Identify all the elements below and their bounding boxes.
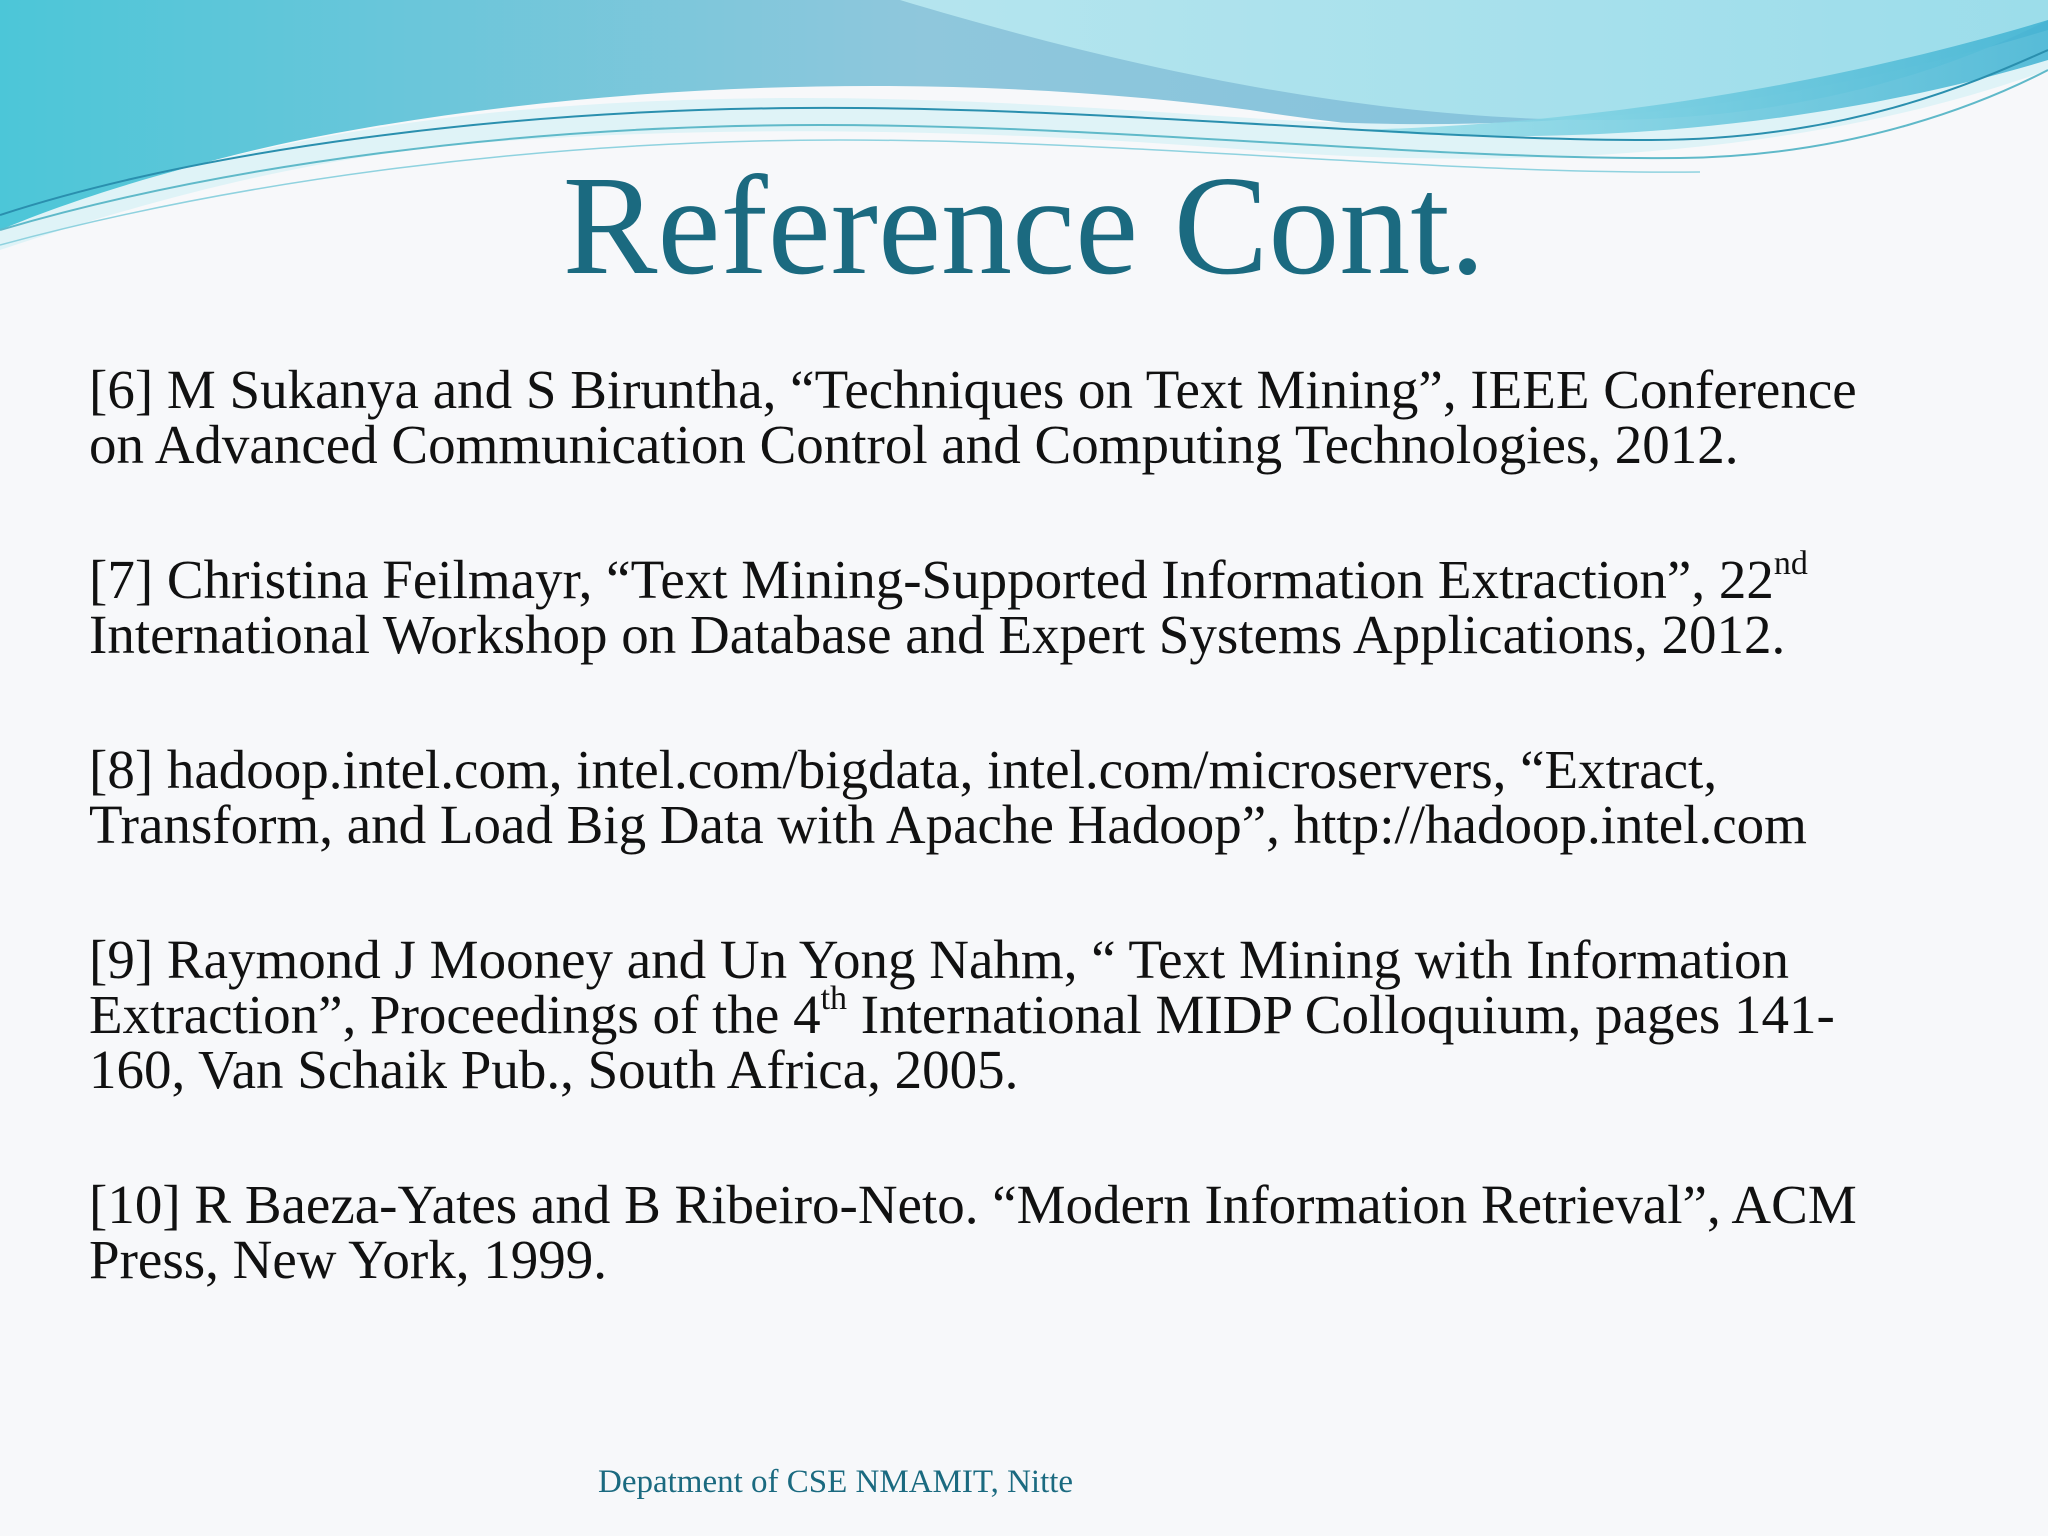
reference-line: [6] M Sukanya and S Biruntha, “Techniques on Text Mining”, IEEE Conference bbox=[89, 359, 1857, 420]
slide-footer: Depatment of CSE NMAMIT, Nitte bbox=[598, 1464, 1074, 1500]
reference-item bbox=[89, 929, 1989, 1100]
reference-item bbox=[89, 359, 1989, 475]
reference-line: International Workshop on Database and Expert Systems Applications, 2012. bbox=[89, 604, 1786, 665]
reference-line: [8] hadoop.intel.com, intel.com/bigdata, intel.com/microservers, “Extract, bbox=[89, 739, 1718, 800]
reference-line-text: International MIDP Colloquium, pages 141- bbox=[847, 984, 1835, 1045]
reference-line: 160, Van Schaik Pub., South Africa, 2005. bbox=[89, 1039, 1019, 1100]
reference-line: [10] R Baeza-Yates and B Ribeiro-Neto. “Modern Information Retrieval”, ACM bbox=[89, 1174, 1857, 1235]
reference-item bbox=[89, 545, 1989, 665]
reference-line bbox=[89, 545, 1989, 610]
reference-item bbox=[89, 739, 1989, 855]
reference-item bbox=[89, 1174, 1989, 1290]
slide-title: Reference Cont. bbox=[562, 146, 1486, 304]
reference-line-text: [7] Christina Feilmayr, “Text Mining-Supported Information Extraction”, 22 bbox=[89, 549, 1774, 610]
reference-line: Transform, and Load Big Data with Apache Hadoop”, http://hadoop.intel.com bbox=[89, 794, 1807, 855]
reference-line: Press, New York, 1999. bbox=[89, 1229, 607, 1290]
ordinal-superscript: nd bbox=[1773, 545, 1808, 582]
reference-list bbox=[89, 359, 1989, 1290]
reference-line: on Advanced Communication Control and Computing Technologies, 2012. bbox=[89, 414, 1739, 475]
reference-line-text: Extraction”, Proceedings of the 4 bbox=[89, 984, 821, 1045]
reference-line bbox=[89, 980, 1989, 1045]
reference-line: [9] Raymond J Mooney and Un Yong Nahm, “ Text Mining with Information bbox=[89, 929, 1790, 990]
ordinal-superscript: th bbox=[820, 980, 848, 1017]
